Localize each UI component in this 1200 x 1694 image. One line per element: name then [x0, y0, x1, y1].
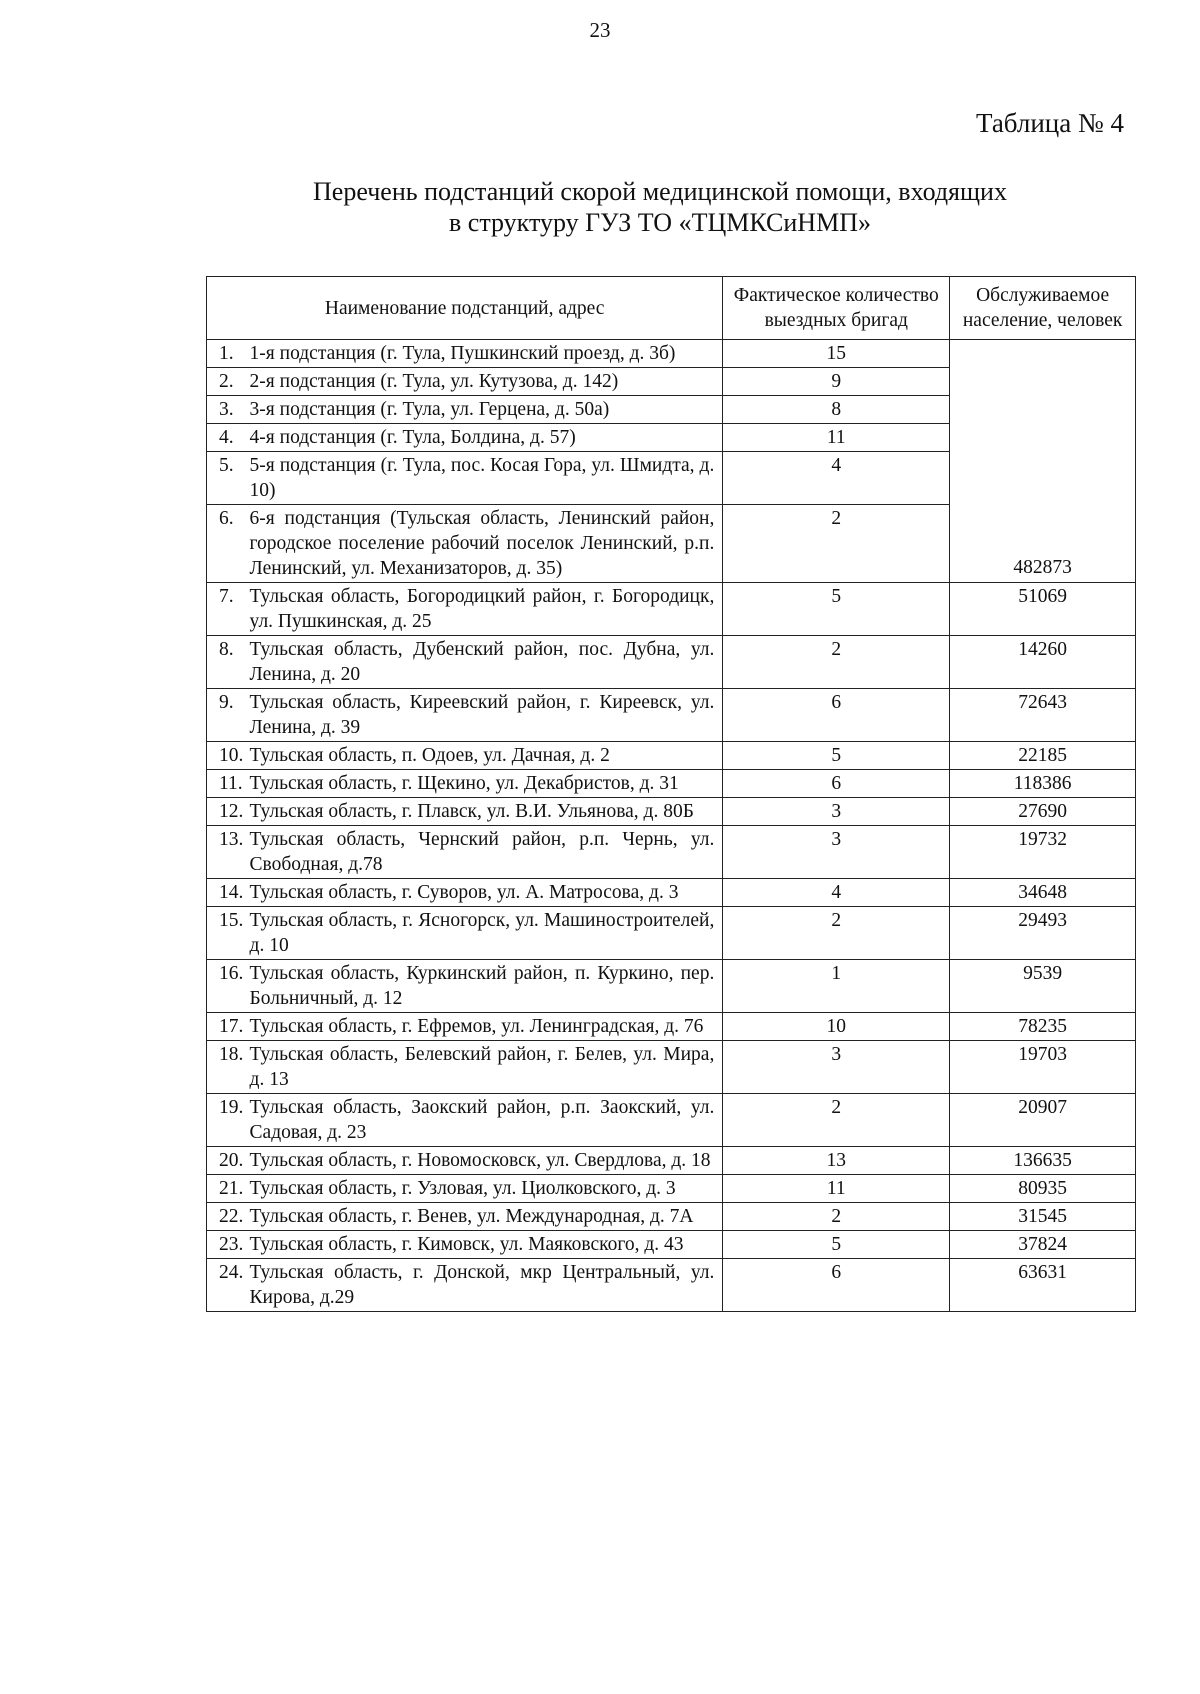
row-address: Тульская область, г. Ясногорск, ул. Машиностроителей, д. 10: [248, 907, 723, 960]
row-address: Тульская область, г. Венев, ул. Международная, д. 7А: [248, 1203, 723, 1231]
row-brigades: 11: [723, 424, 950, 452]
row-population: 31545: [950, 1203, 1136, 1231]
row-number: 16.: [207, 960, 248, 1013]
row-population: 37824: [950, 1231, 1136, 1259]
row-number: 3.: [207, 396, 248, 424]
document-title: [0, 176, 1200, 238]
row-population: 22185: [950, 742, 1136, 770]
substations-table: [206, 276, 1136, 1312]
row-address: Тульская область, г. Новомосковск, ул. Свердлова, д. 18: [248, 1147, 723, 1175]
row-number: 6.: [207, 505, 248, 583]
row-number: 18.: [207, 1041, 248, 1094]
table-row: [207, 340, 1136, 368]
row-address: 1-я подстанция (г. Тула, Пушкинский проезд, д. 3б): [248, 340, 723, 368]
row-brigades: 2: [723, 1203, 950, 1231]
row-number: 15.: [207, 907, 248, 960]
row-population: 19703: [950, 1041, 1136, 1094]
row-address: Тульская область, Белевский район, г. Белев, ул. Мира, д. 13: [248, 1041, 723, 1094]
row-population-merged: 482873: [950, 340, 1136, 583]
header-address: Наименование подстанций, адрес: [207, 277, 723, 340]
row-number: 2.: [207, 368, 248, 396]
row-address: Тульская область, Богородицкий район, г. Богородицк, ул. Пушкинская, д. 25: [248, 583, 723, 636]
row-number: 11.: [207, 770, 248, 798]
row-address: Тульская область, Куркинский район, п. Куркино, пер. Больничный, д. 12: [248, 960, 723, 1013]
row-number: 13.: [207, 826, 248, 879]
row-population: 118386: [950, 770, 1136, 798]
row-brigades: 4: [723, 452, 950, 505]
table-row: [207, 770, 1136, 798]
table-row: [207, 798, 1136, 826]
table-row: [207, 1175, 1136, 1203]
row-number: 21.: [207, 1175, 248, 1203]
row-brigades: 8: [723, 396, 950, 424]
table-header-row: [207, 277, 1136, 340]
header-brigades: Фактическое количество выездных бригад: [723, 277, 950, 340]
row-number: 17.: [207, 1013, 248, 1041]
row-population: 136635: [950, 1147, 1136, 1175]
row-brigades: 6: [723, 689, 950, 742]
table-row: [207, 1203, 1136, 1231]
row-brigades: 2: [723, 907, 950, 960]
page-number: 23: [589, 18, 611, 42]
row-population: 78235: [950, 1013, 1136, 1041]
table-row: [207, 689, 1136, 742]
row-address: Тульская область, Киреевский район, г. Киреевск, ул. Ленина, д. 39: [248, 689, 723, 742]
header-population: Обслуживаемое население, человек: [950, 277, 1136, 340]
row-population: 9539: [950, 960, 1136, 1013]
row-brigades: 2: [723, 505, 950, 583]
row-number: 1.: [207, 340, 248, 368]
row-brigades: 13: [723, 1147, 950, 1175]
table-row: [207, 1041, 1136, 1094]
table-row: [207, 826, 1136, 879]
row-address: 6-я подстанция (Тульская область, Ленинский район, городское поселение рабочий поселок Ленинский, р.п. Ленинский, ул. Механизаторов, д. 35): [248, 505, 723, 583]
row-number: 23.: [207, 1231, 248, 1259]
row-brigades: 5: [723, 583, 950, 636]
row-brigades: 11: [723, 1175, 950, 1203]
table-row: [207, 1147, 1136, 1175]
row-number: 22.: [207, 1203, 248, 1231]
row-address: Тульская область, г. Щекино, ул. Декабристов, д. 31: [248, 770, 723, 798]
row-address: 4-я подстанция (г. Тула, Болдина, д. 57): [248, 424, 723, 452]
row-number: 12.: [207, 798, 248, 826]
row-number: 19.: [207, 1094, 248, 1147]
row-number: 5.: [207, 452, 248, 505]
row-brigades: 1: [723, 960, 950, 1013]
row-address: Тульская область, п. Одоев, ул. Дачная, д. 2: [248, 742, 723, 770]
table-row: [207, 1013, 1136, 1041]
row-population: 72643: [950, 689, 1136, 742]
row-address: Тульская область, Чернский район, р.п. Чернь, ул. Свободная, д.78: [248, 826, 723, 879]
row-address: 5-я подстанция (г. Тула, пос. Косая Гора, ул. Шмидта, д. 10): [248, 452, 723, 505]
row-population: 29493: [950, 907, 1136, 960]
row-address: 3-я подстанция (г. Тула, ул. Герцена, д. 50а): [248, 396, 723, 424]
row-population: 80935: [950, 1175, 1136, 1203]
table-caption: Таблица № 4: [976, 108, 1124, 138]
table-row: [207, 879, 1136, 907]
row-number: 4.: [207, 424, 248, 452]
row-population: 34648: [950, 879, 1136, 907]
table-row: [207, 1259, 1136, 1312]
row-number: 14.: [207, 879, 248, 907]
row-brigades: 3: [723, 1041, 950, 1094]
row-address: Тульская область, Дубенский район, пос. Дубна, ул. Ленина, д. 20: [248, 636, 723, 689]
row-address: Тульская область, Заокский район, р.п. Заокский, ул. Садовая, д. 23: [248, 1094, 723, 1147]
row-address: Тульская область, г. Ефремов, ул. Ленинградская, д. 76: [248, 1013, 723, 1041]
row-number: 9.: [207, 689, 248, 742]
table-row: [207, 636, 1136, 689]
row-population: 20907: [950, 1094, 1136, 1147]
row-brigades: 5: [723, 1231, 950, 1259]
row-brigades: 3: [723, 798, 950, 826]
row-number: 8.: [207, 636, 248, 689]
row-address: Тульская область, г. Донской, мкр Центральный, ул. Кирова, д.29: [248, 1259, 723, 1312]
row-brigades: 15: [723, 340, 950, 368]
row-brigades: 3: [723, 826, 950, 879]
row-brigades: 9: [723, 368, 950, 396]
row-brigades: 4: [723, 879, 950, 907]
row-brigades: 10: [723, 1013, 950, 1041]
document-title-line-1: Перечень подстанций скорой медицинской помощи, входящих: [313, 177, 1007, 206]
row-population: 27690: [950, 798, 1136, 826]
row-address: 2-я подстанция (г. Тула, ул. Кутузова, д. 142): [248, 368, 723, 396]
row-brigades: 6: [723, 1259, 950, 1312]
row-population: 51069: [950, 583, 1136, 636]
table-row: [207, 1094, 1136, 1147]
row-brigades: 6: [723, 770, 950, 798]
row-address: Тульская область, г. Суворов, ул. А. Матросова, д. 3: [248, 879, 723, 907]
row-address: Тульская область, г. Кимовск, ул. Маяковского, д. 43: [248, 1231, 723, 1259]
document-title-line-2: в структуру ГУЗ ТО «ТЦМКСиНМП»: [449, 208, 871, 237]
row-address: Тульская область, г. Плавск, ул. В.И. Ульянова, д. 80Б: [248, 798, 723, 826]
table-row: [207, 1231, 1136, 1259]
table-row: [207, 907, 1136, 960]
row-number: 10.: [207, 742, 248, 770]
row-brigades: 2: [723, 636, 950, 689]
row-brigades: 5: [723, 742, 950, 770]
row-population: 19732: [950, 826, 1136, 879]
row-population: 14260: [950, 636, 1136, 689]
row-population: 63631: [950, 1259, 1136, 1312]
row-number: 24.: [207, 1259, 248, 1312]
row-address: Тульская область, г. Узловая, ул. Циолковского, д. 3: [248, 1175, 723, 1203]
row-number: 20.: [207, 1147, 248, 1175]
table-row: [207, 960, 1136, 1013]
row-number: 7.: [207, 583, 248, 636]
table-row: [207, 742, 1136, 770]
table-row: [207, 583, 1136, 636]
table-body: [207, 340, 1136, 1312]
row-brigades: 2: [723, 1094, 950, 1147]
